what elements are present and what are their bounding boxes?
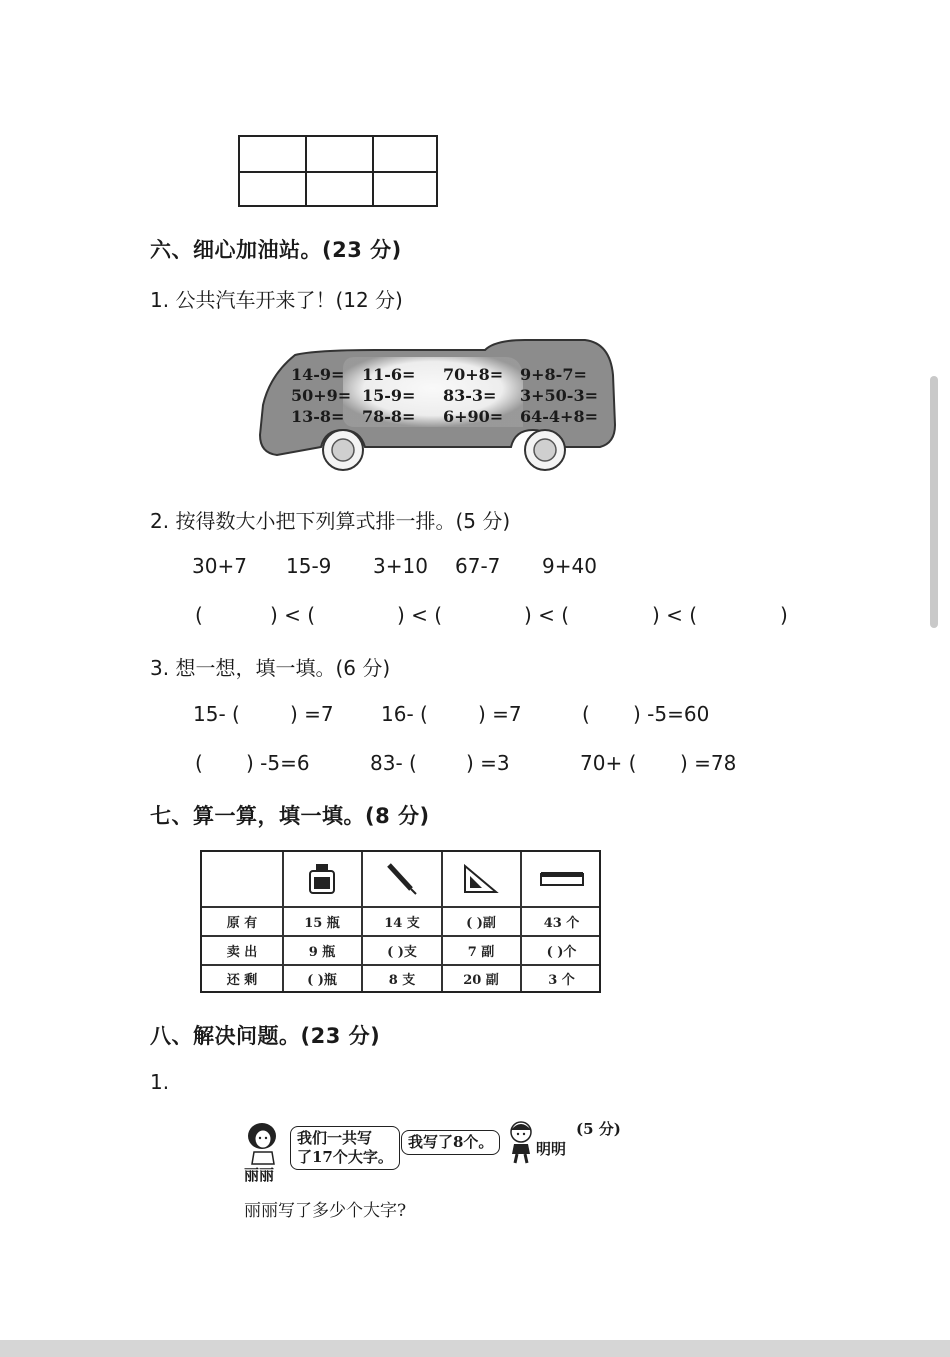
bubble-line: 了17个大字。 (297, 1148, 393, 1166)
table-cell: 14 支 (384, 915, 420, 931)
table-cell: 7 副 (467, 944, 495, 960)
table-cell: ( )副 (466, 915, 496, 931)
row-label: 还 剩 (226, 973, 258, 988)
answer-grid (238, 135, 438, 207)
pen-icon (363, 852, 441, 906)
fill-expression: ) -5=6 (246, 751, 310, 775)
word-problem-illustration (244, 1118, 644, 1221)
bus-equation: 83-3= (443, 386, 497, 405)
q3-title: 3. 想一想，填一填。(6 分) (150, 656, 391, 680)
order-row (0, 603, 950, 631)
q2-title: 2. 按得数大小把下列算式排一排。(5 分) (150, 509, 511, 533)
row-label: 原 有 (226, 915, 258, 931)
problem-score: (5 分) (576, 1120, 621, 1138)
table-cell: 9 瓶 (308, 944, 336, 960)
row-label: 卖 出 (226, 944, 258, 960)
bus-equation: 13-8= (291, 407, 345, 426)
set-square-icon (442, 852, 520, 906)
ink-bottle-icon (283, 852, 361, 906)
paren-compare: ) < ( (652, 603, 698, 627)
pencil-box-icon (522, 852, 601, 906)
bus-equation: 6+90= (443, 407, 504, 426)
fill-expression: 83- ( (370, 751, 417, 775)
girl-icon (244, 1122, 280, 1166)
paren: ( (195, 603, 203, 627)
fill-expression: ( (582, 702, 590, 726)
bus-equation: 9+8-7= (520, 365, 587, 384)
table-cell: 8 支 (388, 973, 416, 988)
table-cell: 3 个 (548, 973, 575, 988)
fill-expression: ) =78 (680, 751, 737, 775)
table-cell: 43 个 (543, 915, 580, 931)
bus-equation: 14-9= (291, 365, 345, 384)
bus-equation: 70+8= (443, 365, 504, 384)
bus-illustration (255, 335, 620, 475)
section-6-title: 六、细心加油站。(23 分) (150, 238, 402, 262)
table-cell: ( )支 (387, 944, 417, 960)
bubble-line: 我们一共写 (297, 1129, 373, 1147)
table-cell: ( )瓶 (307, 973, 337, 988)
speech-bubble-lili (290, 1126, 400, 1170)
fill-expression: ) =7 (478, 702, 522, 726)
q1-title: 1. 公共汽车开来了！(12 分) (150, 288, 403, 312)
fill-expression: 70+ ( (580, 751, 637, 775)
expression: 9+40 (542, 554, 597, 578)
paren-compare: ) < ( (524, 603, 570, 627)
problem-question: 丽丽写了多少个大字? (244, 1201, 407, 1221)
speech-bubble-mingming: 我写了8个。 (401, 1130, 500, 1155)
boy-icon (506, 1120, 536, 1164)
bus-equation: 50+9= (291, 386, 352, 405)
expression: 15-9 (286, 554, 332, 578)
table-cell: 20 副 (463, 973, 499, 988)
section-7-title: 七、算一算，填一填。(8 分) (150, 804, 430, 828)
problem-number: 1. (150, 1070, 170, 1094)
expression: 30+7 (192, 554, 247, 578)
bus-equation: 15-9= (362, 386, 416, 405)
fill-expression: ) =3 (466, 751, 510, 775)
expression-list (0, 554, 950, 582)
bus-equation: 78-8= (362, 407, 416, 426)
fill-expression: ) -5=60 (633, 702, 710, 726)
paren-compare: ) < ( (270, 603, 316, 627)
fill-expression: ) =7 (290, 702, 334, 726)
table-cell: ( )个 (546, 944, 577, 960)
stock-table (200, 850, 601, 993)
paren: ) (780, 603, 788, 627)
expression: 3+10 (373, 554, 428, 578)
section-8-title: 八、解决问题。(23 分) (150, 1024, 381, 1048)
fill-row-1 (0, 702, 950, 730)
vertical-scrollbar[interactable] (930, 376, 938, 628)
expression: 67-7 (455, 554, 501, 578)
name-lili: 丽丽 (244, 1166, 275, 1184)
bus-equation: 3+50-3= (520, 386, 598, 405)
fill-expression: 15- ( (193, 702, 240, 726)
bus-equation: 64-4+8= (520, 407, 598, 426)
fill-row-2 (0, 751, 950, 779)
paren-compare: ) < ( (397, 603, 443, 627)
bus-equation: 11-6= (362, 365, 416, 384)
bottom-bar (0, 1340, 950, 1357)
fill-expression: 16- ( (381, 702, 428, 726)
fill-expression: ( (195, 751, 203, 775)
bus-icon (255, 335, 620, 475)
name-mingming: 明明 (536, 1140, 567, 1158)
table-cell: 15 瓶 (304, 915, 340, 931)
